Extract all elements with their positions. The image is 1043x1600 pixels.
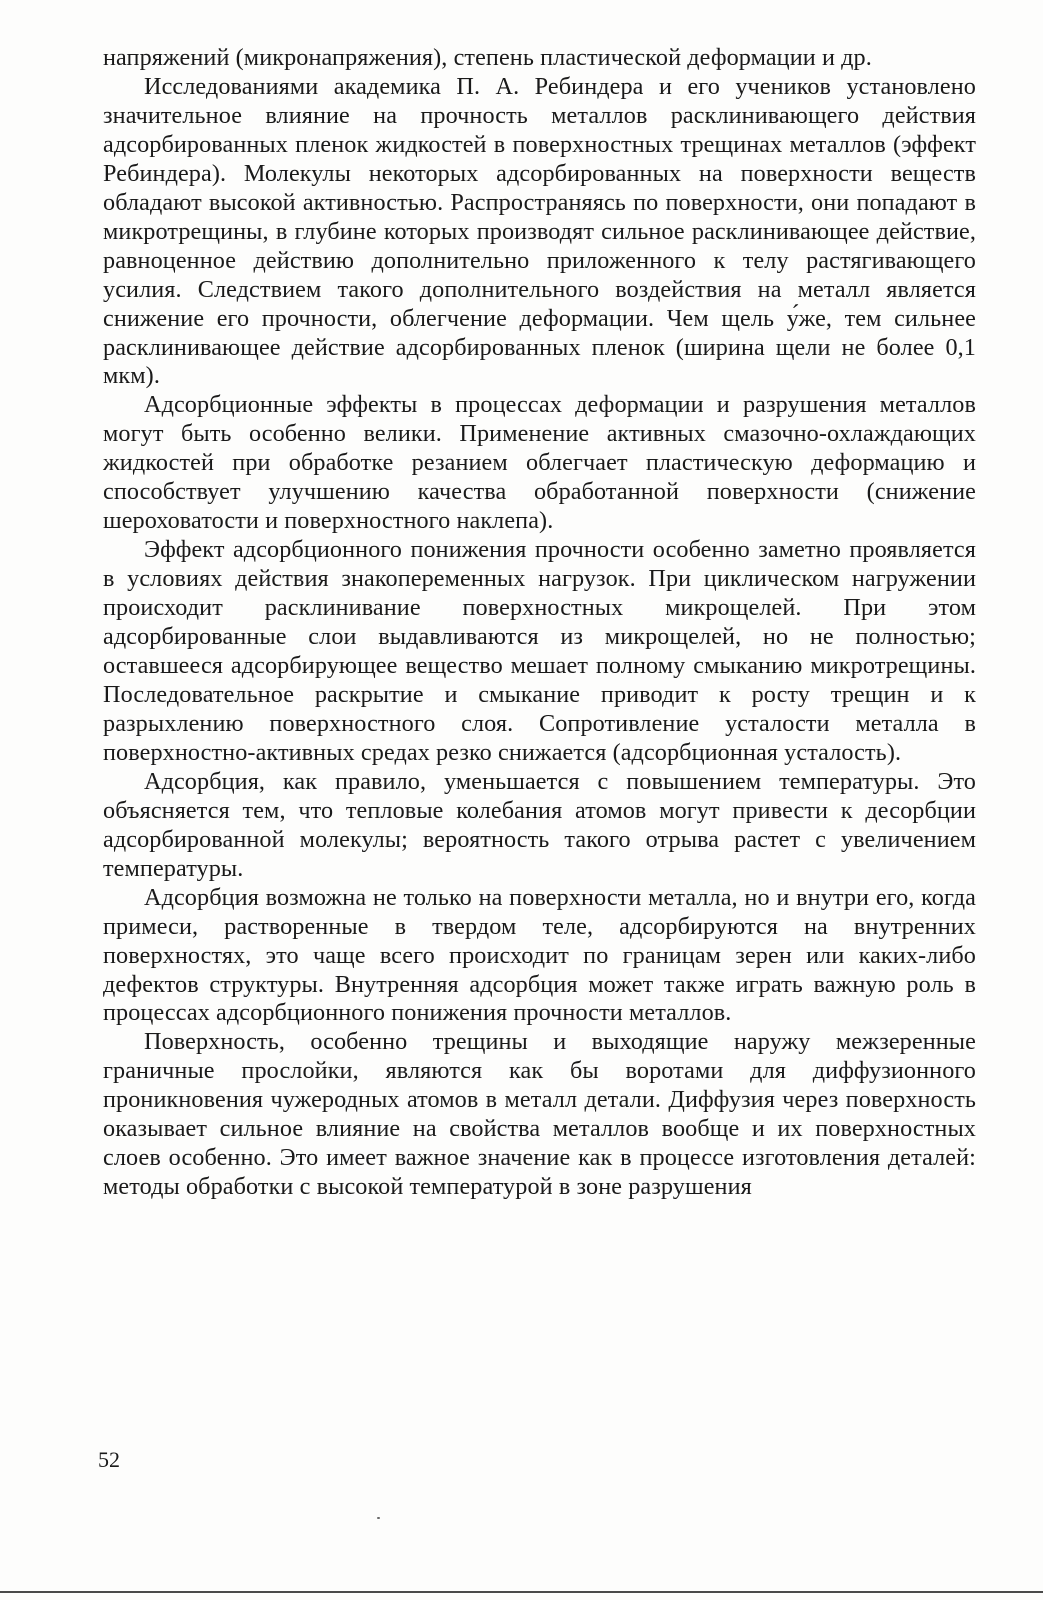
body-text bbox=[103, 44, 976, 1202]
paragraph-4: Эффект адсорбционного понижения прочности особенно заметно проявляется в условиях действия знакопеременных нагрузок. При циклическом нагружении происходит расклинивание поверхностных микрощелей. При этом адсорбированные слои выдавливаются из микрощелей, но не полностью; оставшееся адсорбирующее вещество мешает полному смыканию микротрещины. Последовательное раскрытие и смыкание приводит к росту трещин и к разрыхлению поверхностного слоя. Сопротивление усталости металла в поверхностно-активных средах резко снижается (адсорбционная усталость). bbox=[103, 536, 976, 766]
paragraph-6: Адсорбция возможна не только на поверхности металла, но и внутри его, когда примеси, растворенные в твердом теле, адсорбируются на внутренних поверхностях, это чаще всего происходит по границам зерен или каких-либо дефектов структуры. Внутренняя адсорбция может также играть важную роль в процессах адсорбционного понижения прочности металлов. bbox=[103, 883, 976, 1027]
paragraph-5: Адсорбция, как правило, уменьшается с повышением температуры. Это объясняется тем, что тепловые колебания атомов могут привести к десорбции адсорбированной молекулы; вероятность такого отрыва растет с увеличением температуры. bbox=[103, 767, 976, 882]
scan-speck bbox=[377, 1517, 380, 1519]
paragraph-1: напряжений (микронапряжения), степень пластической деформации и др. bbox=[103, 44, 872, 71]
scan-edge-line bbox=[0, 1591, 1043, 1593]
paragraph-3: Адсорбционные эффекты в процессах деформации и разрушения металлов могут быть особенно велики. Применение активных смазочно-охлаждающих жидкостей при обработке резанием облегчает пластическую деформацию и способствует улучшению качества обработанной поверхности (снижение шероховатости и поверхностного наклепа). bbox=[103, 391, 976, 535]
page-number: 52 bbox=[98, 1447, 120, 1472]
paragraph-2: Исследованиями академика П. А. Ребиндера и его учеников установлено значительное влияние на прочность металлов расклинивающего действия адсорбированных пленок жидкостей в поверхностных трещинах металлов (эффект Ребиндера). Молекулы некоторых адсорбированных на поверхности веществ обладают высокой активностью. Распространяясь по поверхности, они попадают в микротрещины, в глубине которых производят сильное расклинивающее действие, равноценное действию дополнительно приложенного к телу растягивающего усилия. Следствием такого дополнительного воздействия на металл является снижение его прочности, облегчение деформации. Чем щель у́же, тем сильнее расклинивающее действие адсорбированных пленок (ширина щели не более 0,1 мкм). bbox=[103, 72, 976, 390]
paragraph-7: Поверхность, особенно трещины и выходящие наружу межзеренные граничные прослойки, являются как бы воротами для диффузионного проникновения чужеродных атомов в металл детали. Диффузия через поверхность оказывает сильное влияние на свойства металлов вообще и их поверхностных слоев особенно. Это имеет важное значение как в процессе изготовления деталей: методы обработки с высокой температурой в зоне разрушения bbox=[103, 1028, 976, 1201]
